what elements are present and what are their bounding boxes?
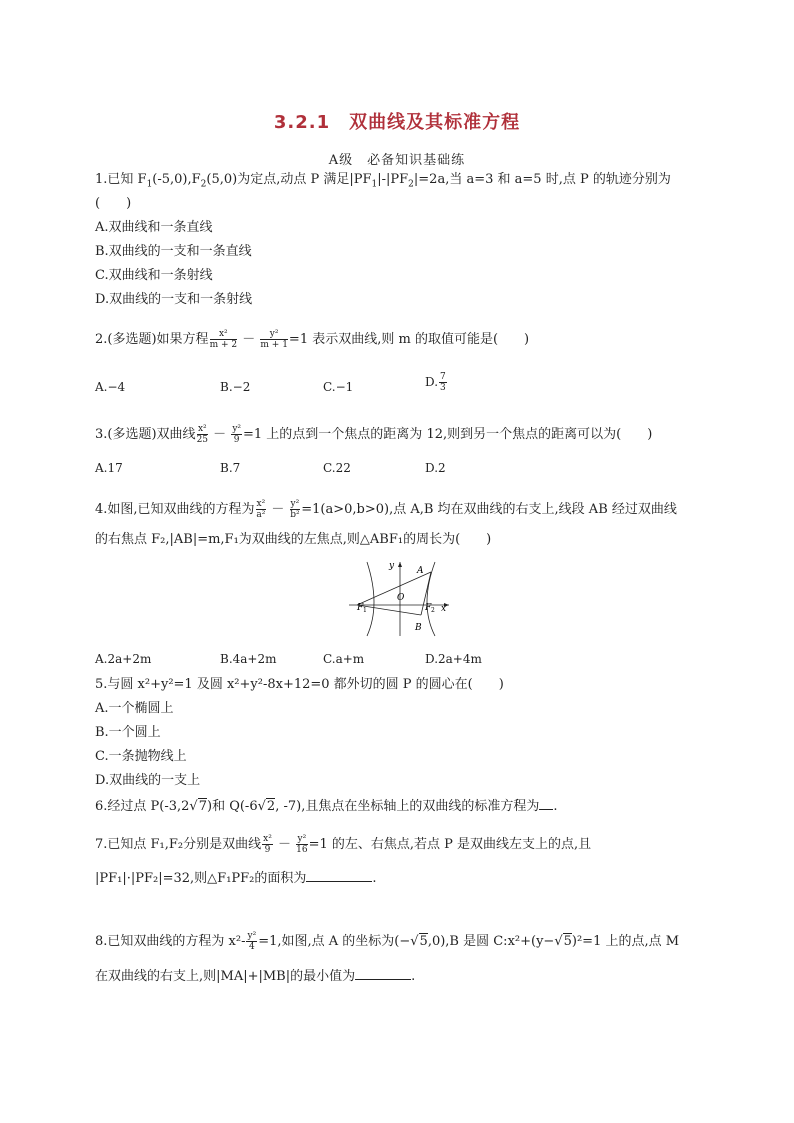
label-a: A: [417, 566, 424, 576]
q4-minus: －: [271, 502, 285, 517]
q8-sqrt-5: 5: [419, 934, 428, 949]
q8-text: =1,如图,点 A 的坐标为(−: [258, 934, 411, 949]
q1-option-d: D.双曲线的一支和一条射线: [95, 292, 253, 307]
q6-text: , -7),且焦点在坐标轴上的双曲线的标准方程为: [275, 799, 540, 814]
q8-line-2: 在双曲线的右支上,则|MA|+|MB|的最小值为 .: [95, 969, 416, 984]
q3-text: 3.(多选题)双曲线: [95, 427, 196, 442]
q3-option-b: B.7: [220, 461, 241, 475]
q1-option-b: B.双曲线的一支和一条直线: [95, 244, 252, 259]
q4-fraction-y: $\frac{\text{y²}}{\text{b²}}$: [290, 499, 300, 520]
page-title: 3.2.1 双曲线及其标准方程: [273, 112, 521, 133]
q2-option-a: A.−4: [95, 380, 126, 394]
q4-option-c: C.a+m: [323, 652, 365, 666]
q4-text: 4.如图,已知双曲线的方程为: [95, 502, 255, 517]
q3-option-c: C.22: [323, 461, 351, 475]
q3-option-a: A.17: [95, 461, 123, 475]
q8-text: 8.已知双曲线的方程为 x²-: [95, 934, 246, 949]
question-1: 1.已知 $F_1(-5,0),F_2(5,0)$为定点,动点 P 满足$|PF_1|-|PF_2|=2a$,当 a=3 和 a=5 时,点 P 的轨迹分别为: [95, 172, 671, 190]
q2-minus: －: [242, 332, 256, 347]
q3-minus: －: [213, 427, 227, 442]
q8-text: ,0),B 是圆 C:x²+(y−: [427, 934, 555, 949]
question-5: 5.与圆 x²+y²=1 及圆 x²+y²-8x+12=0 都外切的圆 P 的圆心在( ): [95, 677, 504, 692]
q8-answer-blank[interactable]: [355, 967, 411, 980]
q6-sqrt-2: 2: [266, 799, 276, 814]
y-axis-arrow: [398, 562, 402, 567]
q7-answer-blank[interactable]: [306, 869, 372, 882]
segment-f1-a: [357, 572, 431, 605]
label-f2-sub: 2: [431, 607, 435, 614]
q1-text: |-|PF: [377, 172, 409, 187]
section-level: A级 必备知识基础练: [328, 153, 466, 168]
q1-answer-paren: ( ): [95, 196, 132, 211]
question-4: [95, 499, 677, 520]
q1-text: 1.已知 F: [95, 172, 147, 187]
label-f1: F: [357, 603, 364, 613]
q4-option-b: B.4a+2m: [220, 652, 277, 666]
q5-option-a: A.一个椭圆上: [95, 701, 174, 716]
q1-text: (-5,0),F: [152, 172, 201, 187]
q1-text: (5,0)为定点,动点 P 满足|PF: [206, 172, 372, 187]
q1-option-c: C.双曲线和一条射线: [95, 268, 213, 283]
question-6: 6.经过点 P(-3,2√7)和 Q(-6√2, -7),且焦点在坐标轴上的双曲线的标准方程为 .: [95, 799, 558, 814]
q2-fraction-x: $\frac{\text{x²}}{m + 2}$: [209, 329, 238, 350]
q5-option-d: D.双曲线的一支上: [95, 773, 201, 788]
q2-text: 2.(多选题)如果方程: [95, 332, 209, 347]
q4-fraction-x: $\frac{\text{x²}}{\text{a²}}$: [256, 499, 266, 520]
q3-fraction-x: $\frac{\text{x²}}{25}$: [196, 424, 209, 445]
q8-fraction-y: $\frac{\text{y²}}{4}$: [247, 931, 257, 952]
q3-fraction-y: $\frac{\text{y²}}{9}$: [232, 424, 242, 445]
q4-line-2: 的右焦点 F₂,|AB|=m,F₁为双曲线的左焦点,则△ABF₁的周长为( ): [95, 532, 492, 547]
label-x: x: [441, 604, 447, 614]
q6-sqrt-7: 7: [198, 799, 207, 814]
q8-sqrt-5: 5: [563, 934, 572, 949]
question-2: [95, 329, 529, 350]
label-y: y: [389, 561, 395, 571]
q6-text: )和 Q(-6: [207, 799, 258, 814]
question-8: 8.已知双曲线的方程为 x²- $\frac{\text{y²}}{4}$ =1,如图,点 A 的坐标为(−√5,0),B 是圆 C:x²+(y−√5)²=1 上的点,点 M: [95, 931, 680, 952]
q5-option-b: B.一个圆上: [95, 725, 161, 740]
q2-fraction-y: $\frac{\text{y²}}{m + 1}$: [260, 329, 288, 350]
label-f1-sub: 1: [363, 607, 367, 614]
q8-text: )²=1 上的点,点 M: [571, 934, 680, 949]
label-f2: F: [425, 603, 432, 613]
hyperbola-figure: [345, 558, 455, 638]
q7-text: =1 的左、右焦点,若点 P 是双曲线左支上的点,且: [308, 837, 592, 852]
q7-minus: －: [277, 837, 291, 852]
question-7: [95, 834, 591, 855]
q2-option-d: D. $\frac{7}{3}$: [425, 372, 446, 393]
q7-line-2: |PF₁|·|PF₂|=32,则△F₁PF₂的面积为 .: [95, 871, 377, 886]
q7-text: 7.已知点 F₁,F₂分别是双曲线: [95, 837, 262, 852]
q2-option-b: B.−2: [220, 380, 251, 394]
q1-option-a: A.双曲线和一条直线: [95, 220, 213, 235]
q1-text: |=2a,当 a=3 和 a=5 时,点 P 的轨迹分别为: [413, 172, 671, 187]
q3-text: =1 上的点到一个焦点的距离为 12,则到另一个焦点的距离可以为( ): [243, 427, 653, 442]
q7-fraction-y: $\frac{\text{y²}}{16}$: [296, 834, 308, 855]
q7-fraction-x: $\frac{\text{x²}}{9}$: [263, 834, 272, 855]
q2-option-c: C.−1: [323, 380, 354, 394]
q6-answer-blank[interactable]: [539, 797, 553, 810]
label-b: B: [415, 623, 422, 633]
q5-option-c: C.一条抛物线上: [95, 749, 187, 764]
q4-option-d: D.2a+4m: [425, 652, 482, 666]
q4-option-a: A.2a+2m: [95, 652, 152, 666]
question-3: [95, 424, 652, 445]
q2-text: =1 表示双曲线,则 m 的取值可能是( ): [288, 332, 530, 347]
q6-text: 6.经过点 P(-3,2: [95, 799, 190, 814]
label-o: O: [397, 593, 405, 603]
q4-text: =1(a>0,b>0),点 A,B 均在双曲线的右支上,线段 AB 经过双曲线: [301, 502, 677, 517]
q3-option-d: D.2: [425, 461, 446, 475]
